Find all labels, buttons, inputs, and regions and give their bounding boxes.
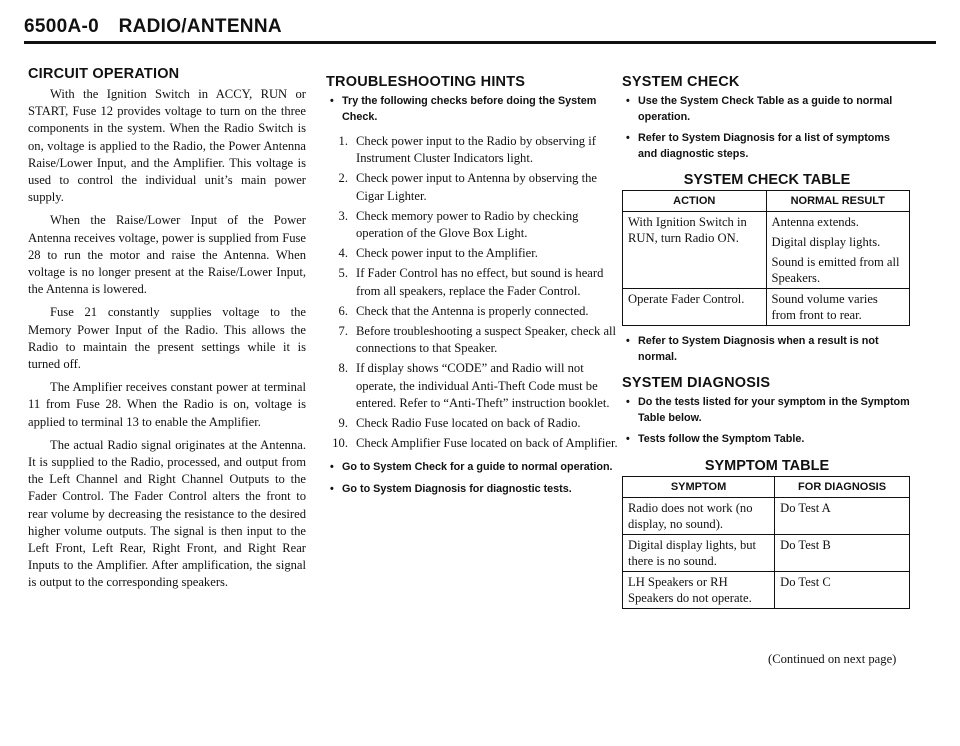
bullet-icon: • <box>626 132 630 144</box>
list-item <box>326 170 618 204</box>
list-item <box>326 303 618 320</box>
bullet-text: Use the System Check Table as a guide to normal operation. <box>638 95 893 123</box>
step-number: 4. <box>338 246 348 261</box>
circuit-paragraph: Fuse 21 constantly supplies voltage to the Memory Power Input of the Radio. This allows the Radio to maintain the present settings while it is turned off. <box>28 305 306 372</box>
result-line: Digital display lights. <box>771 235 881 249</box>
step-number: 5. <box>338 266 348 281</box>
table-row <box>623 571 910 608</box>
circuit-paragraph: When the Raise/Lower Input of the Power Antenna receives voltage, power is supplied from Fuse 28 to run the motor and raise the Antenna. When voltage is no longer present at the Raise/Lower Input, the Antenna is lowered. <box>28 213 306 297</box>
table-header-row <box>623 191 910 212</box>
result-cell <box>766 289 910 326</box>
system-check-section <box>622 66 912 609</box>
circuit-operation-heading: CIRCUIT OPERATION <box>28 66 180 82</box>
step-text: Check that the Antenna is properly connected. <box>356 303 589 318</box>
header-rule <box>24 41 936 44</box>
list-item <box>326 460 618 476</box>
action-cell: With Ignition Switch in RUN, turn Radio ON. <box>623 212 767 289</box>
list-item <box>622 432 912 448</box>
system-check-bullets <box>622 94 912 162</box>
step-number: 6. <box>338 303 348 318</box>
system-check-table-title: SYSTEM CHECK TABLE <box>683 172 851 188</box>
step-text: If display shows “CODE” and Radio will not operate, the individual Anti-Theft Code must be entered. Refer to “Anti-Theft” instruction booklet. <box>356 361 610 410</box>
step-number: 10. <box>332 436 348 451</box>
troubleshooting-steps <box>326 133 618 452</box>
system-diagnosis-heading: SYSTEM DIAGNOSIS <box>622 375 771 391</box>
table-row <box>623 534 910 571</box>
symptom-table-title: SYMPTOM TABLE <box>704 457 830 474</box>
bullet-text: Do the tests listed for your symptom in the Symptom Table below. <box>638 396 910 424</box>
step-text: If Fader Control has no effect, but sound is heard from all speakers, replace the Fader Control. <box>356 266 604 298</box>
table-row <box>623 289 910 326</box>
step-number: 7. <box>338 324 348 339</box>
list-item <box>326 360 618 412</box>
list-item <box>326 265 618 299</box>
diagnosis-cell: Do Test B <box>775 534 910 571</box>
bullet-icon: • <box>330 482 334 495</box>
list-item <box>326 482 618 498</box>
system-check-table <box>622 190 910 326</box>
section-code: 6500A-0 <box>24 16 99 37</box>
circuit-paragraph: With the Ignition Switch in ACCY, RUN or START, Fuse 12 provides voltage to turn on the three components in the system. When the Radio Switch is on, voltage is applied to the Radio, the Power Antenna Raise/Lower Input, and the Amplifier. This voltage is used to control the individual unit’s main power supply. <box>28 87 306 205</box>
step-text: Check Amplifier Fuse located on back of Amplifier. <box>356 436 618 451</box>
list-item <box>622 94 912 125</box>
bullet-text: Try the following checks before doing the System Check. <box>342 95 597 123</box>
step-number: 9. <box>338 416 348 431</box>
result-cell <box>766 212 910 289</box>
troubleshooting-section <box>326 66 618 505</box>
step-number: 8. <box>338 361 348 376</box>
circuit-operation-section <box>28 66 306 598</box>
step-number: 2. <box>338 171 348 186</box>
troubleshooting-heading: TROUBLESHOOTING HINTS <box>326 74 526 90</box>
list-item <box>326 435 618 452</box>
system-diagnosis-bullets <box>622 395 912 448</box>
section-title: RADIO/ANTENNA <box>118 16 282 37</box>
bullet-icon: • <box>626 335 630 347</box>
list-item <box>326 245 618 262</box>
diagnosis-cell: Do Test C <box>775 571 910 608</box>
troubleshooting-intro-list <box>326 94 618 125</box>
step-number: 1. <box>338 134 348 148</box>
step-text: Check Radio Fuse located on back of Radio. <box>356 416 581 431</box>
action-cell: Operate Fader Control. <box>623 289 767 326</box>
result-line: Sound is emitted from all Speakers. <box>771 255 900 285</box>
circuit-paragraph: The actual Radio signal originates at the Antenna. It is supplied to the Radio, processed, and output from the Left Channel and Right Channel Outputs to the Fader Control. The Fader Control alters the front to rear volume by decreasing the resistance to the desired higher volume outputs. The signal is then input to the Left Front, Left Rear, Right Front, and Right Rear Inputs to the Amplifier. After amplification, the signal is output to the corresponding speakers. <box>28 437 306 590</box>
bullet-icon: • <box>330 95 334 107</box>
column-header: ACTION <box>623 191 767 212</box>
list-item <box>326 133 618 167</box>
column-header: FOR DIAGNOSIS <box>775 476 910 497</box>
bullet-text: Refer to System Diagnosis for a list of symptoms and diagnostic steps. <box>638 132 890 160</box>
list-item <box>326 323 618 357</box>
symptom-cell: LH Speakers or RH Speakers do not operate. <box>623 571 775 608</box>
table-header-row <box>623 476 910 497</box>
symptom-table <box>622 476 910 609</box>
troubleshooting-goto-list <box>326 460 618 497</box>
bullet-text: Go to System Check for a guide to normal operation. <box>342 461 613 474</box>
step-text: Check power input to the Radio by observing if Instrument Cluster Indicators light. <box>356 134 596 166</box>
page-header <box>24 16 936 38</box>
list-item <box>326 208 618 242</box>
step-text: Check memory power to Radio by checking operation of the Glove Box Light. <box>356 208 579 241</box>
bullet-icon: • <box>626 396 630 408</box>
bullet-text: Tests follow the Symptom Table. <box>638 433 805 445</box>
bullet-icon: • <box>626 95 630 107</box>
result-line: Sound volume varies from front to rear. <box>771 292 878 322</box>
bullet-text: Go to System Diagnosis for diagnostic tests. <box>342 482 572 495</box>
step-text: Before troubleshooting a suspect Speaker, check all connections to that Speaker. <box>356 324 617 356</box>
system-check-heading: SYSTEM CHECK <box>622 74 740 90</box>
column-header: NORMAL RESULT <box>766 191 910 212</box>
list-item <box>622 395 912 426</box>
table-row <box>623 212 910 289</box>
result-line: Antenna extends. <box>771 215 859 229</box>
system-check-note-list <box>622 334 912 365</box>
table-row <box>623 497 910 534</box>
step-number: 3. <box>338 208 348 223</box>
circuit-paragraph: The Amplifier receives constant power at terminal 11 from Fuse 28. When the Radio is on, voltage is applied to terminal 13 to enable the Amplifier. <box>28 380 306 429</box>
bullet-text: Refer to System Diagnosis when a result is not normal. <box>638 335 879 363</box>
continued-note: (Continued on next page) <box>768 652 897 666</box>
list-item <box>622 334 912 365</box>
diagnosis-cell: Do Test A <box>775 497 910 534</box>
step-text: Check power input to Antenna by observing the Cigar Lighter. <box>356 171 597 203</box>
list-item <box>622 131 912 162</box>
symptom-cell: Radio does not work (no display, no sound). <box>623 497 775 534</box>
list-item <box>326 415 618 432</box>
column-header: SYMPTOM <box>623 476 775 497</box>
bullet-icon: • <box>626 433 630 445</box>
bullet-icon: • <box>330 461 334 474</box>
list-item <box>326 94 618 125</box>
symptom-cell: Digital display lights, but there is no sound. <box>623 534 775 571</box>
step-text: Check power input to the Amplifier. <box>356 246 538 261</box>
